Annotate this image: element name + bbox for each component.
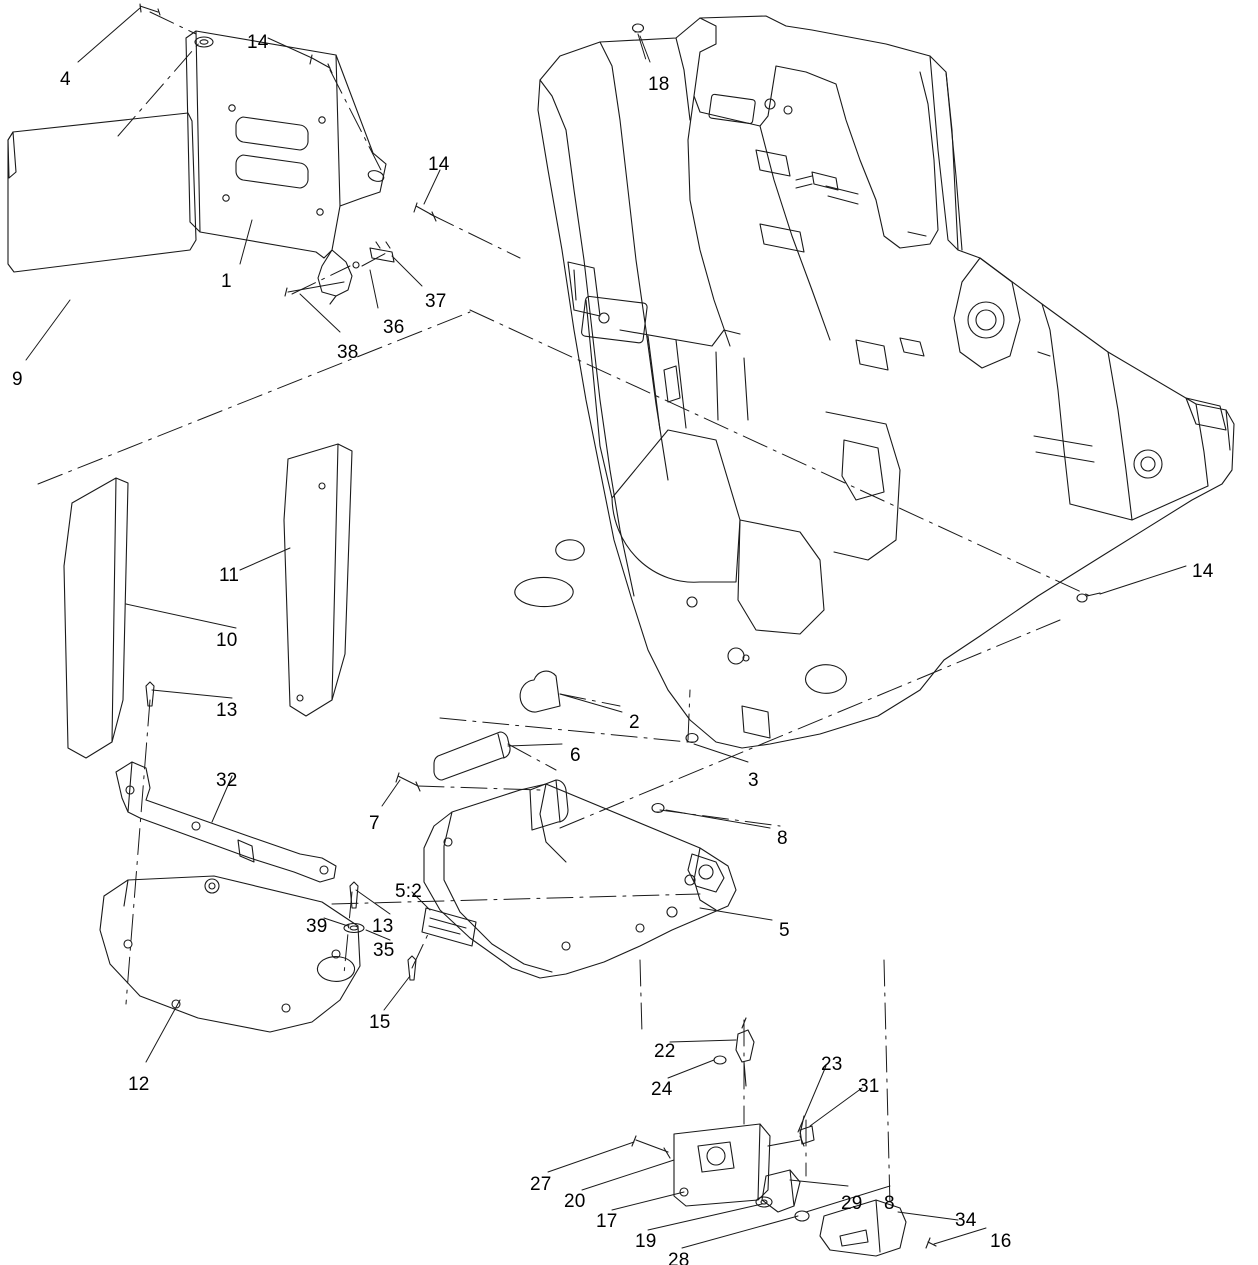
assembly-axis-lines [38,12,1090,1206]
callout-number: 13 [372,916,394,937]
callout-number: 3 [748,770,759,791]
part-6-spacer [434,732,510,780]
part-7-fastener [396,773,420,791]
callout-number: 11 [219,565,240,586]
callout-number: 23 [821,1054,843,1075]
part-18-fastener [633,24,644,32]
callout-number: 17 [596,1211,618,1232]
part-8-fastener-upper [652,804,664,813]
callout-number: 31 [858,1076,880,1097]
callout-number: 32 [216,770,238,791]
part-14-fastener-mid [414,203,436,221]
callout-number: 5:2 [395,881,423,902]
part-12-floor-plate [100,876,360,1032]
part-9-panel [8,113,196,272]
part-14-fastener-right [1077,593,1100,602]
callout-number: 27 [530,1174,552,1195]
callout-number: 9 [12,369,23,390]
callout-number: 4 [60,69,71,90]
part-36-37-38-clamp [285,242,394,296]
part-35-washer [344,924,364,933]
part-11-shield [284,444,352,716]
callout-number: 38 [337,342,359,363]
part-4-fastener [140,4,160,15]
callout-number: 29 [841,1193,863,1214]
callout-number: 20 [564,1191,586,1212]
callout-number: 37 [425,291,447,312]
callout-number: 36 [383,317,405,338]
callout-number: 35 [373,940,395,961]
callout-number: 39 [306,916,328,937]
callout-number: 13 [216,700,238,721]
callout-number: 14 [1192,561,1214,582]
callout-number: 1 [221,271,232,292]
callout-number: 16 [990,1231,1012,1252]
callout-number: 19 [635,1231,657,1252]
part-5-2-decal [422,908,476,946]
part-10-shield [64,478,128,758]
callout-number: 7 [369,813,380,834]
callout-number: 8 [884,1193,895,1214]
callout-number: 2 [629,712,640,733]
callout-number: 5 [779,920,790,941]
part-14-fastener-top [310,55,332,73]
callout-number: 28 [668,1250,690,1265]
callout-number: 15 [369,1012,391,1033]
callout-number: 6 [570,745,581,766]
callout-number: 10 [216,630,238,651]
callout-number: 14 [428,154,450,175]
callout-number: 14 [247,32,269,53]
part-5-foot-pan [424,780,736,978]
callout-number: 8 [777,828,788,849]
leader-lines [26,8,1186,1248]
callout-number: 22 [654,1041,676,1062]
part-1-bracket-plate [186,31,386,304]
part-2-bumper [520,671,560,712]
callout-number: 24 [651,1079,673,1100]
callout-number: 34 [955,1210,977,1231]
main-frame-chassis [515,16,1234,748]
callout-number: 12 [128,1074,150,1095]
callout-number: 18 [648,74,670,95]
